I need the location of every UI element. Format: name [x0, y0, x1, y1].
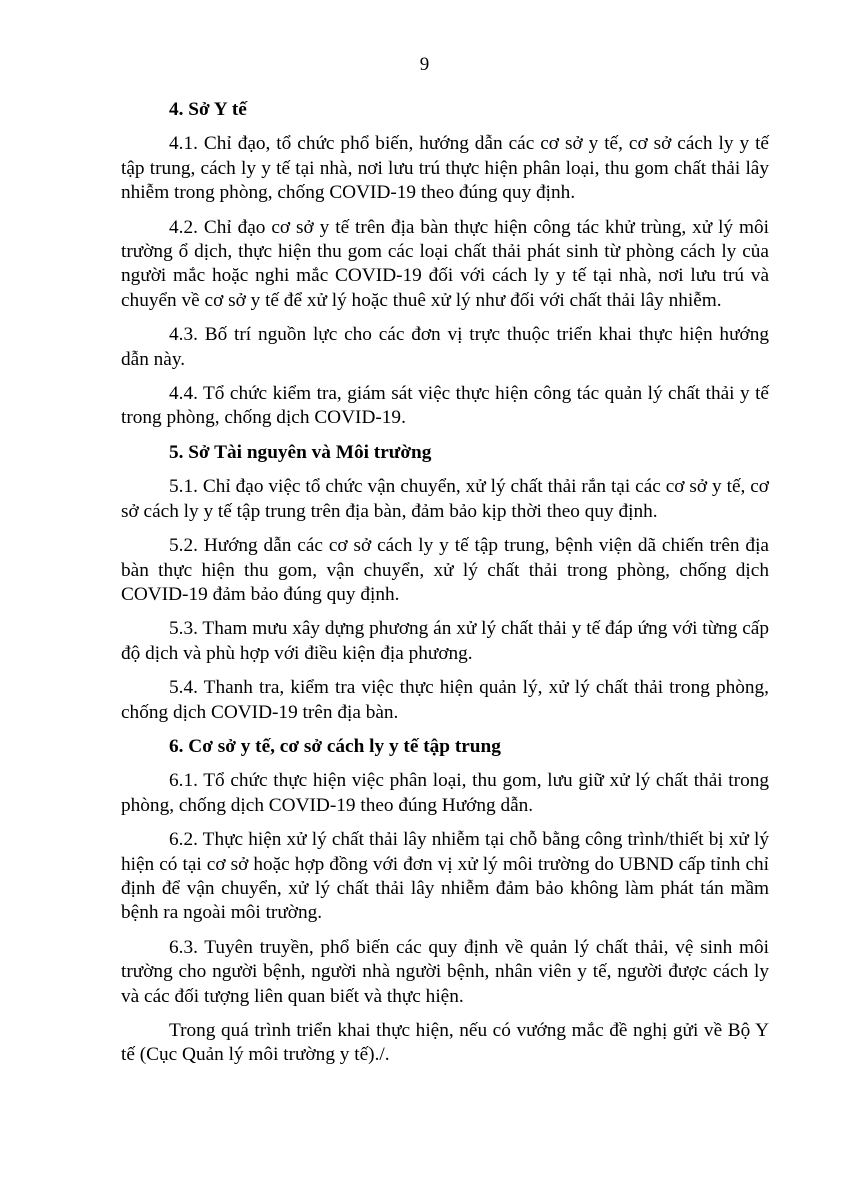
paragraph-5-2: 5.2. Hướng dẫn các cơ sở cách ly y tế tập trung, bệnh viện dã chiến trên địa bàn thực hiện thu gom, vận chuyển, xử lý chất thải trong phòng, chống dịch COVID-19 đảm bảo đúng quy định. [121, 535, 769, 605]
paragraph-6-3: 6.3. Tuyên truyền, phổ biến các quy định về quản lý chất thải, vệ sinh môi trường cho người bệnh, người nhà người bệnh, nhân viên y tế, người được cách ly và các đối tượng liên quan biết và thực hiện. [121, 936, 769, 1007]
paragraph-4-4: 4.4. Tổ chức kiểm tra, giám sát việc thực hiện công tác quản lý chất thải y tế trong phòng, chống dịch COVID-19. [121, 383, 769, 429]
closing-paragraph: Trong quá trình triển khai thực hiện, nếu có vướng mắc đề nghị gửi về Bộ Y tế (Cục Quản lý môi trường y tế)./. [121, 1020, 769, 1066]
paragraph-4-2: 4.2. Chỉ đạo cơ sở y tế trên địa bàn thực hiện công tác khử trùng, xử lý môi trường ổ dịch, thực hiện thu gom các loại chất thải phát sinh từ phòng cách ly của người mắc hoặc nghi mắc COVID-19 đối với cách ly y tế tại nhà, nơi lưu trú và chuyển về cơ sở y tế để xử lý hoặc thuê xử lý như đối với chất thải lây nhiễm. [121, 216, 769, 311]
paragraph-5-1: 5.1. Chỉ đạo việc tổ chức vận chuyển, xử lý chất thải rắn tại các cơ sở y tế, cơ sở cách ly y tế tập trung trên địa bàn, đảm bảo kịp thời theo quy định. [121, 476, 769, 522]
paragraph-6-2: 6.2. Thực hiện xử lý chất thải lây nhiễm tại chỗ bằng công trình/thiết bị xử lý hiện có tại cơ sở hoặc hợp đồng với đơn vị xử lý môi trường do UBND cấp tỉnh chỉ định để vận chuyển, xử lý chất thải lây nhiễm đảm bảo không làm phát tán mầm bệnh ra ngoài môi trường. [121, 829, 769, 924]
paragraph-4-3: 4.3. Bố trí nguồn lực cho các đơn vị trực thuộc triển khai thực hiện hướng dẫn này. [121, 324, 769, 370]
page-number: 9 [419, 54, 430, 75]
paragraph-4-1: 4.1. Chỉ đạo, tổ chức phổ biến, hướng dẫn các cơ sở y tế, cơ sở cách ly y tế tập trung, cách ly y tế tại nhà, nơi lưu trú thực hiện phân loại, thu gom chất thải lây nhiễm trong phòng, chống COVID-19 theo đúng quy định. [121, 133, 769, 204]
document-body [121, 98, 769, 1068]
section-heading-6: 6. Cơ sở y tế, cơ sở cách ly y tế tập trung [169, 735, 501, 757]
paragraph-6-1: 6.1. Tổ chức thực hiện việc phân loại, thu gom, lưu giữ xử lý chất thải trong phòng, chống dịch COVID-19 theo đúng Hướng dẫn. [121, 770, 769, 816]
section-heading-5: 5. Sở Tài nguyên và Môi trường [169, 441, 432, 463]
paragraph-5-3: 5.3. Tham mưu xây dựng phương án xử lý chất thải y tế đáp ứng với từng cấp độ dịch và phù hợp với điều kiện địa phương. [121, 618, 769, 664]
paragraph-5-4: 5.4. Thanh tra, kiểm tra việc thực hiện quản lý, xử lý chất thải trong phòng, chống dịch COVID-19 trên địa bàn. [121, 677, 769, 723]
section-heading-4: 4. Sở Y tế [169, 99, 247, 120]
